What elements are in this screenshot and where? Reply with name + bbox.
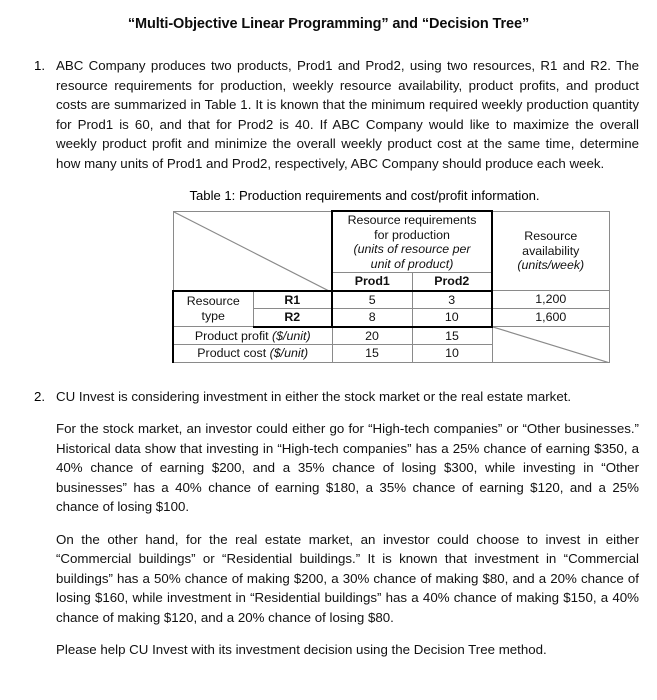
r1-availability-value: 1,200 (492, 291, 609, 309)
diagonal-line-icon (174, 212, 331, 291)
r1-prod2-value: 3 (412, 291, 492, 309)
req-title-line-2: for production (374, 227, 450, 242)
question-number-2: 2. (34, 388, 46, 404)
table-corner-diagonal-cell (173, 211, 332, 291)
resource-type-line-1: Resource (186, 294, 240, 309)
resource-requirements-header (332, 211, 492, 273)
question-item-2 (0, 387, 657, 660)
profit-prod2-value: 15 (412, 327, 492, 345)
question-item-1 (0, 56, 657, 363)
question-list (0, 56, 657, 660)
question-2-paragraph-1: CU Invest is considering investment in either the stock market or the real estate market. (56, 388, 572, 404)
row-label-r2: R2 (253, 309, 332, 327)
req-title-line-1: Resource requirements (347, 213, 477, 227)
resource-type-line-2: type (201, 308, 225, 323)
r2-prod2-value: 10 (412, 309, 492, 327)
r1-prod1-value: 5 (332, 291, 412, 309)
product-cost-text: Product cost (197, 346, 270, 360)
question-2-paragraph-4: Please help CU Invest with its investment decision using the Decision Tree method. (56, 642, 547, 657)
profit-prod1-value: 20 (332, 327, 412, 345)
req-units-line-2: unit of product) (370, 256, 454, 271)
avail-line-2: availability (522, 243, 580, 258)
production-table (172, 210, 610, 363)
product-profit-unit: ($/unit) (272, 328, 311, 343)
product-profit-label (173, 327, 332, 345)
diagonal-line-icon (493, 327, 609, 362)
table-bottom-right-diagonal-cell (492, 327, 609, 363)
question-1-paragraph-1: ABC Company produces two products, Prod1 and Prod2, using two resources, R1 and R2. The resource requirements for production, weekly resource availability, product profits, and product costs are summarized in Table 1. It is known that the minimum required weekly production quantity for Prod1 is 60, and that for Prod2 is 40. If ABC Company would like to maximize the overall weekly product profit and minimize the overall weekly product cost at the same time, determine how many units of Prod1 and Prod2, respectively, ABC Company should produce each week. (56, 58, 639, 171)
product-profit-text: Product profit (194, 328, 273, 343)
cost-prod1-value: 15 (332, 345, 412, 363)
product-cost-label (173, 345, 332, 363)
r2-prod1-value: 8 (332, 309, 412, 327)
table-row (173, 327, 609, 345)
product-cost-unit: ($/unit) (269, 346, 309, 360)
row-label-r1: R1 (253, 291, 332, 309)
page-title: “Multi-Objective Linear Programming” and “Decision Tree” (127, 16, 530, 32)
avail-line-1: Resource (524, 229, 578, 243)
table-header-prod2: Prod2 (412, 273, 492, 291)
avail-units: (units/week) (517, 258, 585, 272)
question-2-paragraph-3: On the other hand, for the real estate market, an investor could choose to invest in either “Commercial buildings” or “Residential buildings.” It is known that investment in “Commercial buildings” has a 50% chance of making $200, a 30% chance of making $80, and a 20% chance of losing $160, while investment in “Residential buildings” has a 40% chance of making $150, a 40% chance of making $120, and a 20% chance of losing $80. (56, 531, 639, 625)
table-row (173, 291, 609, 309)
resource-availability-header (492, 211, 609, 291)
question-number-1: 1. (34, 58, 46, 73)
table-header-prod1: Prod1 (332, 273, 412, 291)
cost-prod2-value: 10 (412, 345, 492, 363)
question-2-paragraph-2: For the stock market, an investor could either go for “High-tech companies” or “Other businesses.” Historical data show that investing in “High-tech companies” has a 25% chance of earning $350, a 40% chance of earning $200, and a 35% chance of losing $300, while investing in “Other businesses” has a 40% chance of earning $180, a 35% chance of earning $120, and a 25% chance of losing $100. (56, 421, 639, 514)
table-caption: Table 1: Production requirements and cost/profit information. (189, 188, 540, 203)
r2-availability-value: 1,600 (492, 309, 609, 327)
table-header-row-1 (173, 211, 609, 273)
req-units-line-1: (units of resource per (353, 242, 471, 256)
production-table-wrapper (172, 210, 608, 363)
resource-type-label (173, 291, 253, 327)
